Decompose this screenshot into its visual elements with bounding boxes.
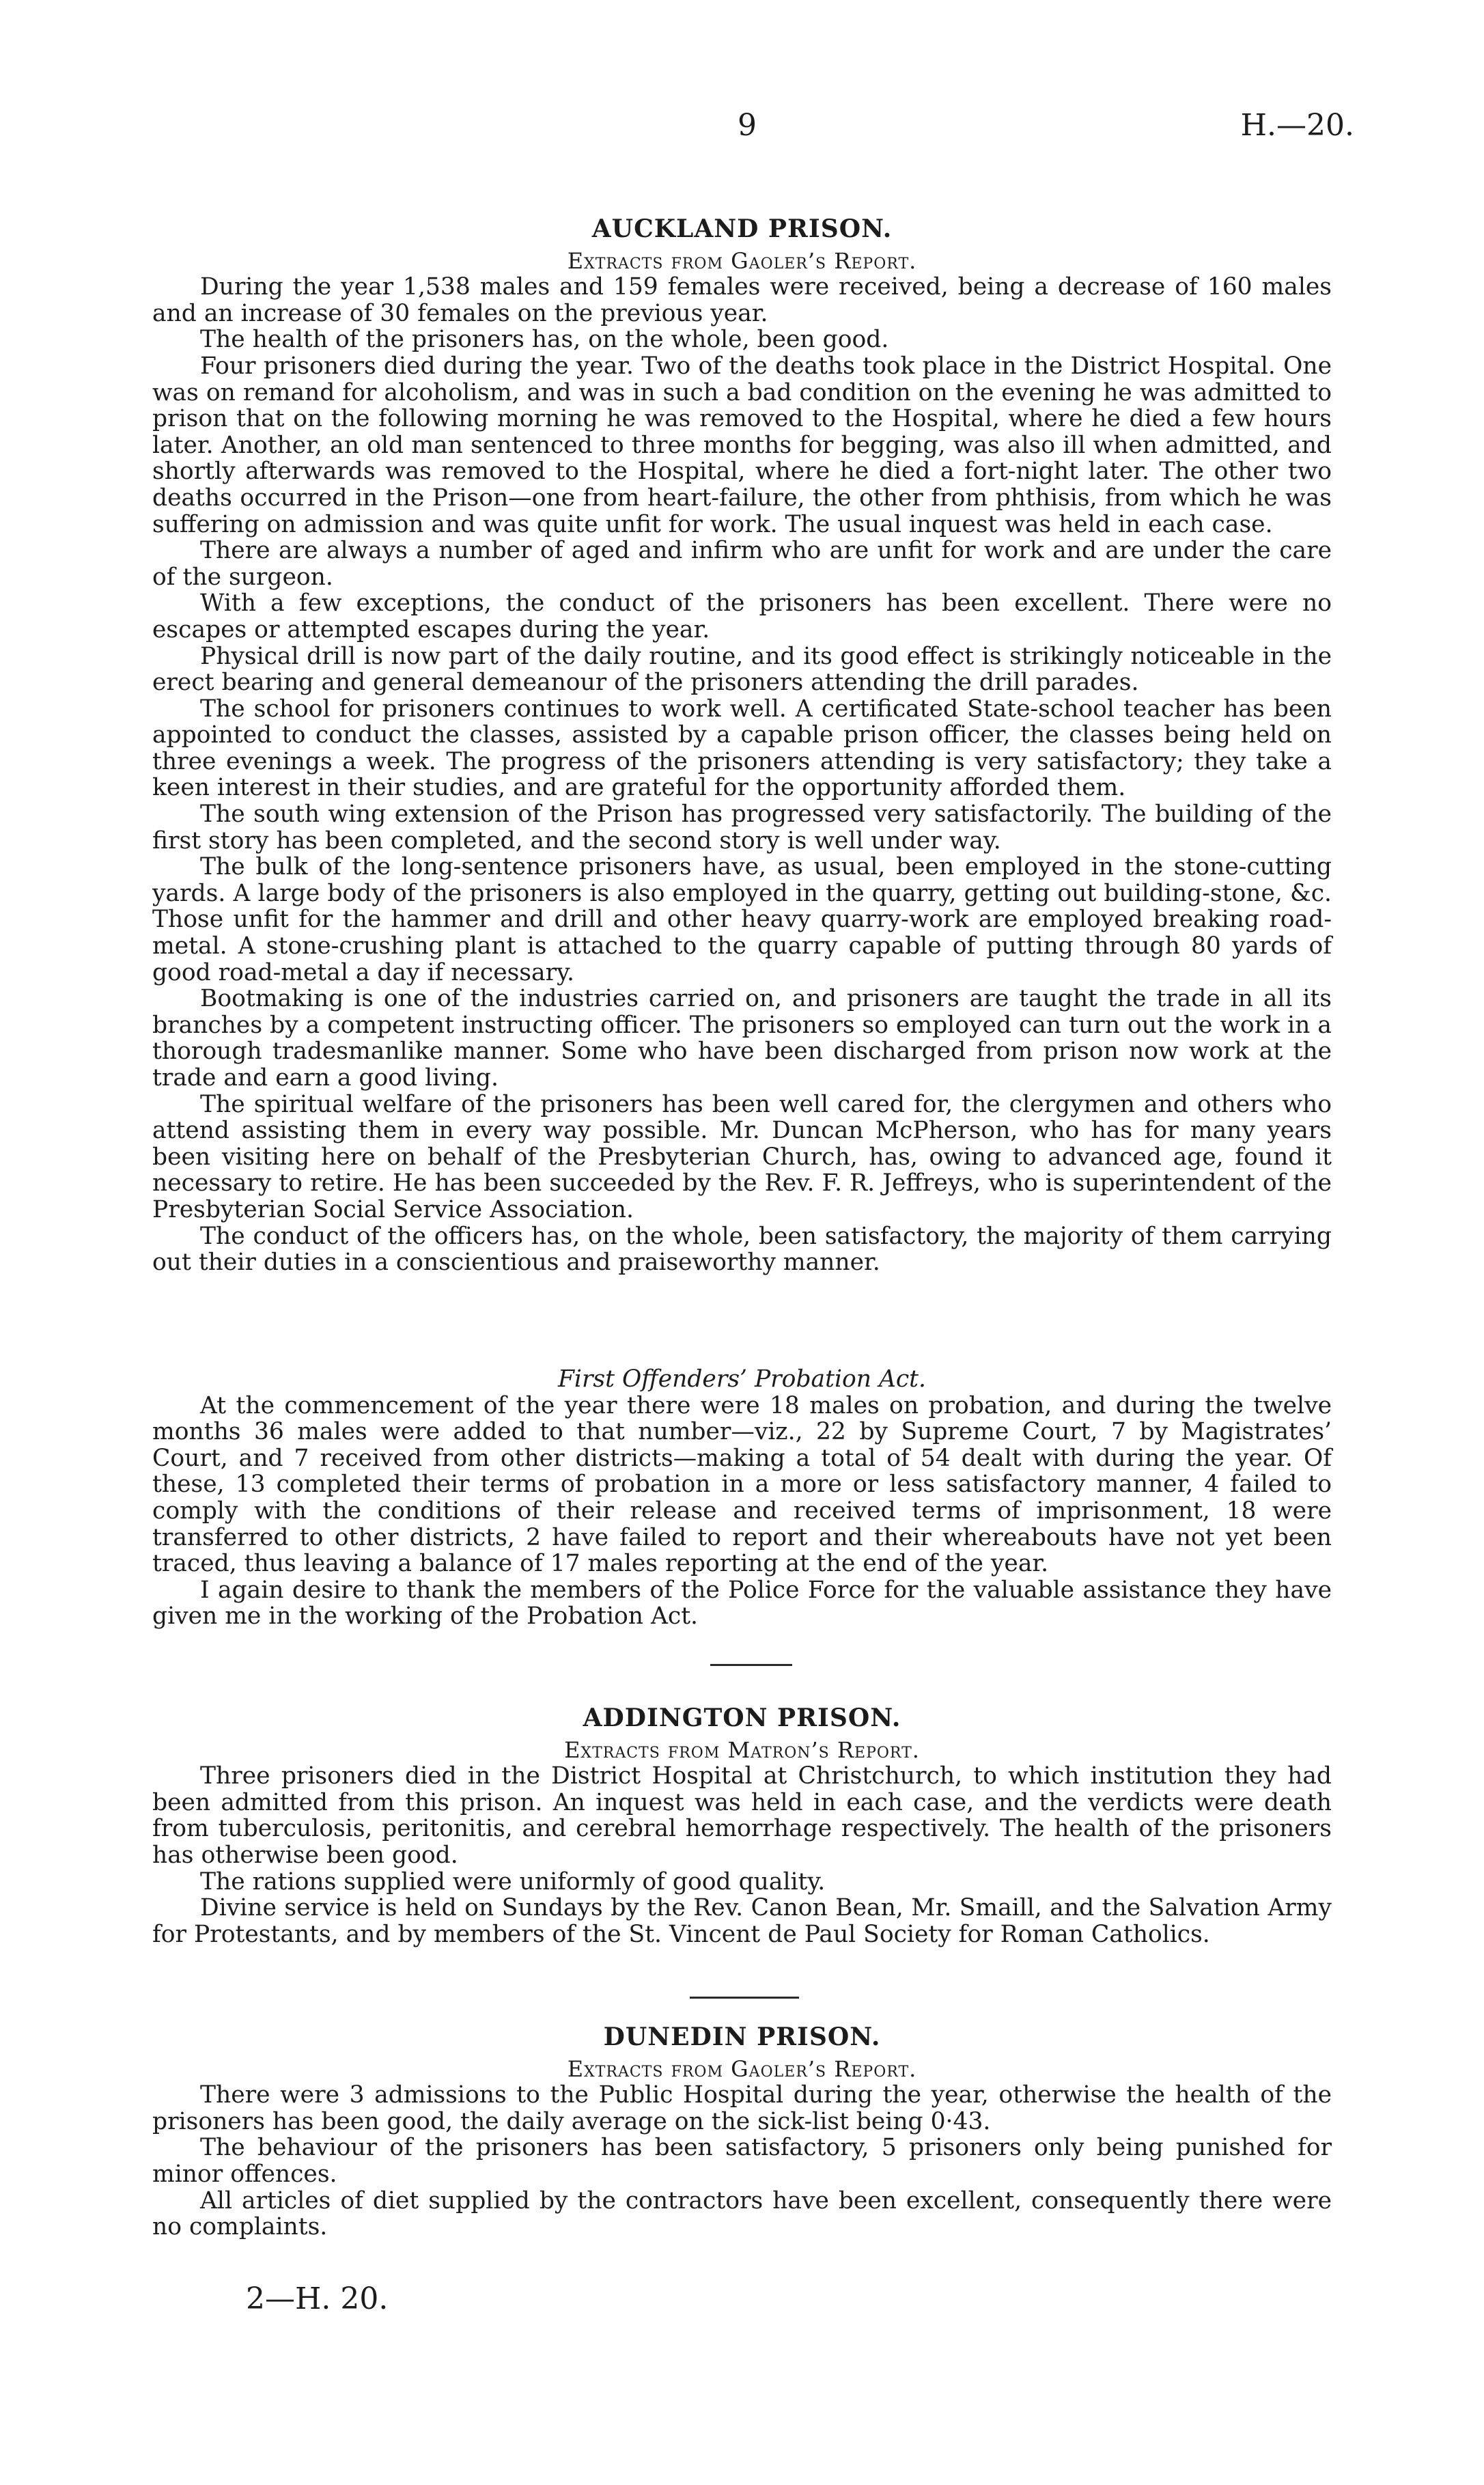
paragraph: There are always a number of aged and infirm who are unfit for work and are under the care of the surgeon.	[152, 537, 1332, 591]
paragraph: All articles of diet supplied by the contractors have been excellent, consequently there were no complaints.	[152, 2186, 1332, 2241]
section-subtitle: Extracts from Matron’s Report.	[564, 1736, 920, 1763]
paragraph: At the commencement of the year there were 18 males on probation, and during the twelve months 36 males were added to that number—viz., 22 by Supreme Court, 7 by Magistrates’ Court, and 7 received from other districts—making a total of 54 dealt with during the year. Of these, 13 completed their terms of probation in a more or less satisfactory manner, 4 failed to comply with the conditions of their release and received terms of imprisonment, 18 were transferred to other districts, 2 have failed to report and their whereabouts have not yet been traced, thus leaving a balance of 17 males reporting at the end of the year.	[152, 1391, 1332, 1578]
section-title: DUNEDIN PRISON.	[603, 2023, 881, 2051]
paragraph: I again desire to thank the members of the Police Force for the valuable assistance they have given me in the working of the Probation Act.	[152, 1576, 1332, 1630]
paragraph: The health of the prisoners has, on the whole, been good.	[200, 326, 889, 354]
page-number: 9	[738, 108, 757, 143]
section-subtitle: Extracts from Gaoler’s Report.	[567, 247, 917, 274]
section-subtitle: Extracts from Gaoler’s Report.	[567, 2055, 917, 2082]
paragraph: During the year 1,538 males and 159 females were received, being a decrease of 160 males and an increase of 30 females on the previous year.	[152, 273, 1332, 327]
paragraph: The school for prisoners continues to work well. A certificated State-school teacher has been appointed to conduct the classes, assisted by a capable prison officer, the classes being held on three evenings a week. The progress of the prisoners attending is very satisfactory; they take a keen interest in their studies, and are grateful for the opportunity afforded them.	[152, 695, 1332, 802]
paragraph: The south wing extension of the Prison has progressed very satisfactorily. The building of the first story has been completed, and the second story is well under way.	[152, 801, 1332, 855]
paragraph: The rations supplied were uniformly of good quality.	[200, 1868, 826, 1896]
document-reference: H.—20.	[1240, 108, 1354, 143]
section-divider	[710, 1664, 792, 1666]
page-header	[0, 108, 1484, 156]
paragraph: Three prisoners died in the District Hospital at Christchurch, to which institution they had been admitted from this prison. An inquest was held in each case, and the verdicts were death from tuberculosis, peritonitis, and cerebral hemorrhage respectively. The health of the prisoners has otherwise been good.	[152, 1762, 1332, 1869]
section-title: First Offenders’ Probation Act.	[557, 1365, 927, 1393]
paragraph: Four prisoners died during the year. Two of the deaths took place in the District Hospital. One was on remand for alcoholism, and was in such a bad condition on the evening he was admitted to prison that on the following morning he was removed to the Hospital, where he died a few hours later. Another, an old man sentenced to three months for begging, was also ill when admitted, and shortly afterwards was removed to the Hospital, where he died a fort-night later. The other two deaths occurred in the Prison—one from heart-failure, the other from phthisis, from which he was suffering on admission and was quite unfit for work. The usual inquest was held in each case.	[152, 352, 1332, 538]
section-title: AUCKLAND PRISON.	[591, 214, 893, 243]
paragraph: There were 3 admissions to the Public Hospital during the year, otherwise the health of the prisoners has been good, the daily average on the sick-list being 0·43.	[152, 2081, 1332, 2135]
paragraph: Divine service is held on Sundays by the Rev. Canon Bean, Mr. Smaill, and the Salvation Army for Protestants, and by members of the St. Vincent de Paul Society for Roman Catholics.	[152, 1894, 1332, 1948]
paragraph: Physical drill is now part of the daily routine, and its good effect is strikingly noticeable in the erect bearing and general demeanour of the prisoners attending the drill parades.	[152, 642, 1332, 697]
paragraph: With a few exceptions, the conduct of the prisoners has been excellent. There were no escapes or attempted escapes during the year.	[152, 589, 1332, 643]
paragraph: Bootmaking is one of the industries carried on, and prisoners are taught the trade in all its branches by a competent instructing officer. The prisoners so employed can turn out the work in a thorough tradesmanlike manner. Some who have been discharged from prison now work at the trade and earn a good living.	[152, 985, 1332, 1092]
paragraph: The spiritual welfare of the prisoners has been well cared for, the clergymen and others who attend assisting them in every way possible. Mr. Duncan McPherson, who has for many years been visiting here on behalf of the Presbyterian Church, has, owing to advanced age, found it necessary to retire. He has been succeeded by the Rev. F. R. Jeffreys, who is superintendent of the Presbyterian Social Service Association.	[152, 1090, 1332, 1223]
dunedin-section	[152, 2024, 1332, 2240]
section-title: ADDINGTON PRISON.	[583, 1704, 901, 1732]
probation-section	[152, 1366, 1332, 1630]
paragraph: The behaviour of the prisoners has been satisfactory, 5 prisoners only being punished for minor offences.	[152, 2134, 1332, 2188]
paragraph: The conduct of the officers has, on the whole, been satisfactory, the majority of them carrying out their duties in a conscientious and praiseworthy manner.	[152, 1222, 1332, 1277]
signature-reference: 2—H. 20.	[246, 2281, 389, 2316]
section-divider	[690, 1997, 799, 1999]
addington-section	[152, 1705, 1332, 1947]
paragraph: The bulk of the long-sentence prisoners have, as usual, been employed in the stone-cutting yards. A large body of the prisoners is also employed in the quarry, getting out building-stone, &c. Those unfit for the hammer and drill and other heavy quarry-work are employed breaking road-metal. A stone-crushing plant is attached to the quarry capable of putting through 80 yards of good road-metal a day if necessary.	[152, 853, 1332, 986]
auckland-section	[152, 216, 1332, 1276]
